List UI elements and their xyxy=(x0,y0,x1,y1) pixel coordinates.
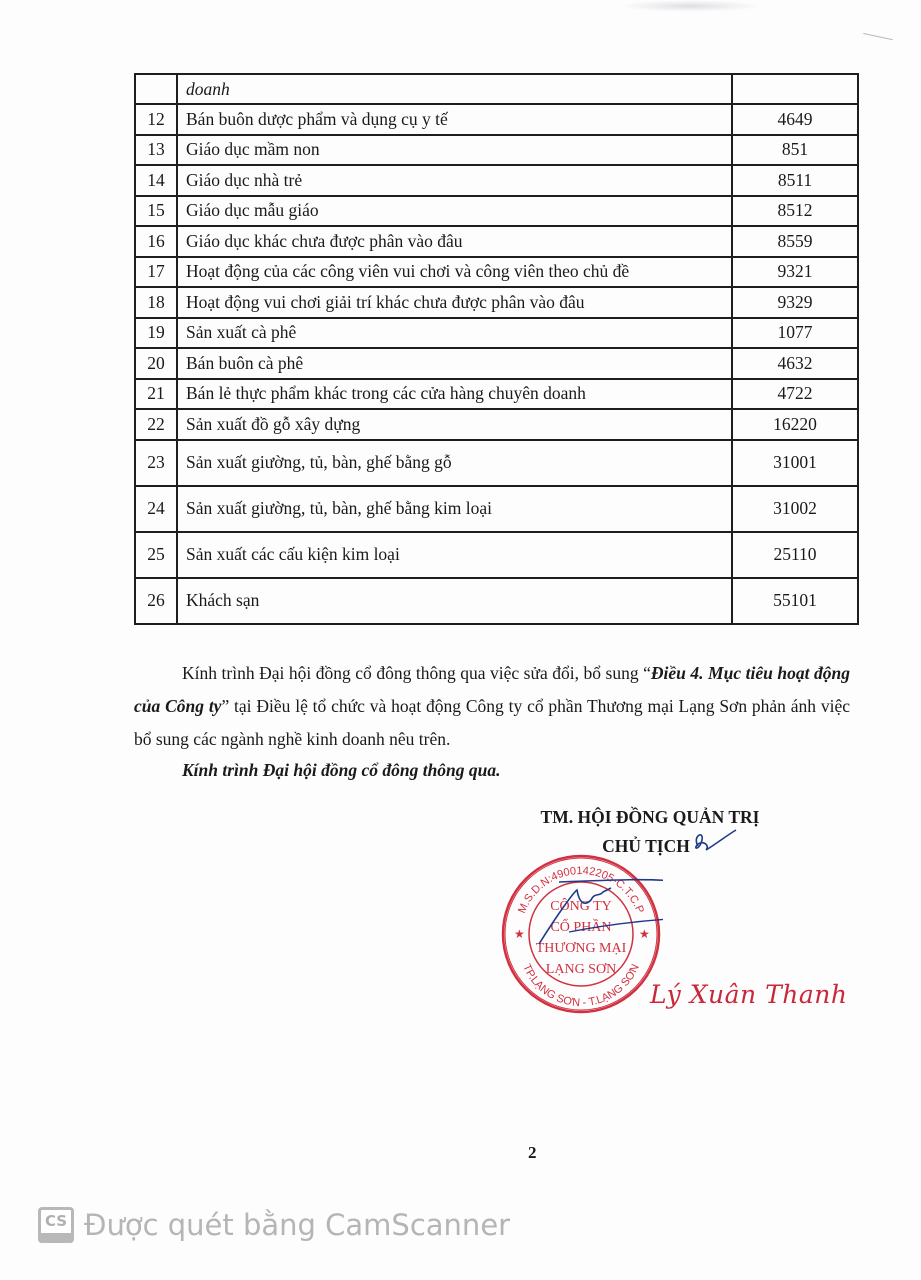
row-number: 24 xyxy=(135,486,177,532)
industry-code: 8512 xyxy=(732,196,858,227)
industry-code: 9329 xyxy=(732,287,858,318)
row-number: 18 xyxy=(135,287,177,318)
watermark-text: Được quét bằng CamScanner xyxy=(84,1208,511,1242)
paragraph-text-end: ” tại Điều lệ tổ chức và hoạt động Công ty cổ phần Thương mại Lạng Sơn phản ánh việc bổ sung các ngành nghề kinh doanh nêu trên. xyxy=(134,696,850,749)
row-number: 21 xyxy=(135,379,177,410)
business-line-name: Bán buôn dược phẩm và dụng cụ y tế xyxy=(177,104,732,135)
table-row xyxy=(135,318,858,349)
chairman-initial-mark xyxy=(690,826,740,856)
table-row xyxy=(135,196,858,227)
row-number: 26 xyxy=(135,578,177,624)
industry-code: 9321 xyxy=(732,257,858,288)
business-line-name: Sản xuất giường, tủ, bàn, ghế bằng gỗ xyxy=(177,440,732,486)
row-number: 15 xyxy=(135,196,177,227)
business-line-name: Hoạt động vui chơi giải trí khác chưa được phân vào đâu xyxy=(177,287,732,318)
scan-mark xyxy=(861,33,893,50)
industry-code: 8559 xyxy=(732,226,858,257)
row-number: 19 xyxy=(135,318,177,349)
seal-star-left: ★ xyxy=(514,927,525,941)
table-row xyxy=(135,135,858,166)
industry-code: 25110 xyxy=(732,532,858,578)
table-row xyxy=(135,440,858,486)
table-row xyxy=(135,287,858,318)
seal-line: LẠNG SƠN xyxy=(545,962,617,977)
row-number: 12 xyxy=(135,104,177,135)
resolution-paragraph xyxy=(134,657,850,756)
industry-code: 4632 xyxy=(732,348,858,379)
business-line-name: Sản xuất giường, tủ, bàn, ghế bằng kim loại xyxy=(177,486,732,532)
industry-code xyxy=(732,74,858,104)
business-line-name: doanh xyxy=(177,74,732,104)
industry-code: 4649 xyxy=(732,104,858,135)
table-row xyxy=(135,348,858,379)
business-line-name: Giáo dục mầm non xyxy=(177,135,732,166)
company-seal xyxy=(499,852,663,1016)
table-row-continuation xyxy=(135,74,858,104)
row-number xyxy=(135,74,177,104)
chairman-title: CHỦ TỊCH xyxy=(602,836,690,856)
camscanner-logo-icon: CS xyxy=(38,1207,74,1243)
business-line-name: Bán buôn cà phê xyxy=(177,348,732,379)
business-line-name: Hoạt động của các công viên vui chơi và công viên theo chủ đề xyxy=(177,257,732,288)
row-number: 22 xyxy=(135,409,177,440)
table-row xyxy=(135,226,858,257)
table-row xyxy=(135,165,858,196)
table-row xyxy=(135,578,858,624)
business-line-name: Sản xuất đồ gỗ xây dựng xyxy=(177,409,732,440)
article-reference: Điều 4. Mục tiêu hoạt động của Công ty xyxy=(134,663,850,716)
business-line-name: Bán lẻ thực phẩm khác trong các cửa hàng chuyên doanh xyxy=(177,379,732,410)
business-line-name: Giáo dục mẫu giáo xyxy=(177,196,732,227)
seal-star-right: ★ xyxy=(639,927,650,941)
industry-code: 31002 xyxy=(732,486,858,532)
board-title: TM. HỘI ĐỒNG QUẢN TRỊ xyxy=(540,807,760,827)
camscanner-watermark xyxy=(38,1207,510,1243)
seal-bottom-text: TP.LẠNG SƠN - T.LẠNG SƠN xyxy=(520,962,642,1010)
table-row xyxy=(135,257,858,288)
closing-statement: Kính trình Đại hội đồng cổ đông thông qua. xyxy=(182,760,501,780)
row-number: 13 xyxy=(135,135,177,166)
industry-code: 1077 xyxy=(732,318,858,349)
business-line-name: Khách sạn xyxy=(177,578,732,624)
row-number: 17 xyxy=(135,257,177,288)
industry-code: 55101 xyxy=(732,578,858,624)
paragraph-text-start: Kính trình Đại hội đồng cổ đông thông qua việc sửa đổi, bổ sung “ xyxy=(182,663,651,683)
seal-outer-text: M.S.D.N:4900142205-C.T.C.P xyxy=(516,864,646,916)
row-number: 14 xyxy=(135,165,177,196)
seal-line: CÔNG TY xyxy=(550,899,612,914)
industry-code: 8511 xyxy=(732,165,858,196)
row-number: 23 xyxy=(135,440,177,486)
business-line-name: Sản xuất các cấu kiện kim loại xyxy=(177,532,732,578)
seal-line: THƯƠNG MẠI xyxy=(535,941,627,956)
seal-line: CỔ PHẦN xyxy=(550,920,612,935)
row-number: 25 xyxy=(135,532,177,578)
signer-name: Lý Xuân Thanh xyxy=(650,980,848,1009)
business-line-name: Giáo dục nhà trẻ xyxy=(177,165,732,196)
row-number: 16 xyxy=(135,226,177,257)
table-row xyxy=(135,409,858,440)
table-row xyxy=(135,379,858,410)
industry-code: 851 xyxy=(732,135,858,166)
industry-code: 16220 xyxy=(732,409,858,440)
scan-smudge xyxy=(620,0,760,12)
industry-code: 31001 xyxy=(732,440,858,486)
page-number: 2 xyxy=(528,1143,537,1162)
business-line-name: Sản xuất cà phê xyxy=(177,318,732,349)
business-line-name: Giáo dục khác chưa được phân vào đâu xyxy=(177,226,732,257)
row-number: 20 xyxy=(135,348,177,379)
industry-code: 4722 xyxy=(732,379,858,410)
business-lines-table xyxy=(134,73,859,625)
table-row xyxy=(135,532,858,578)
table-row xyxy=(135,104,858,135)
table-row xyxy=(135,486,858,532)
